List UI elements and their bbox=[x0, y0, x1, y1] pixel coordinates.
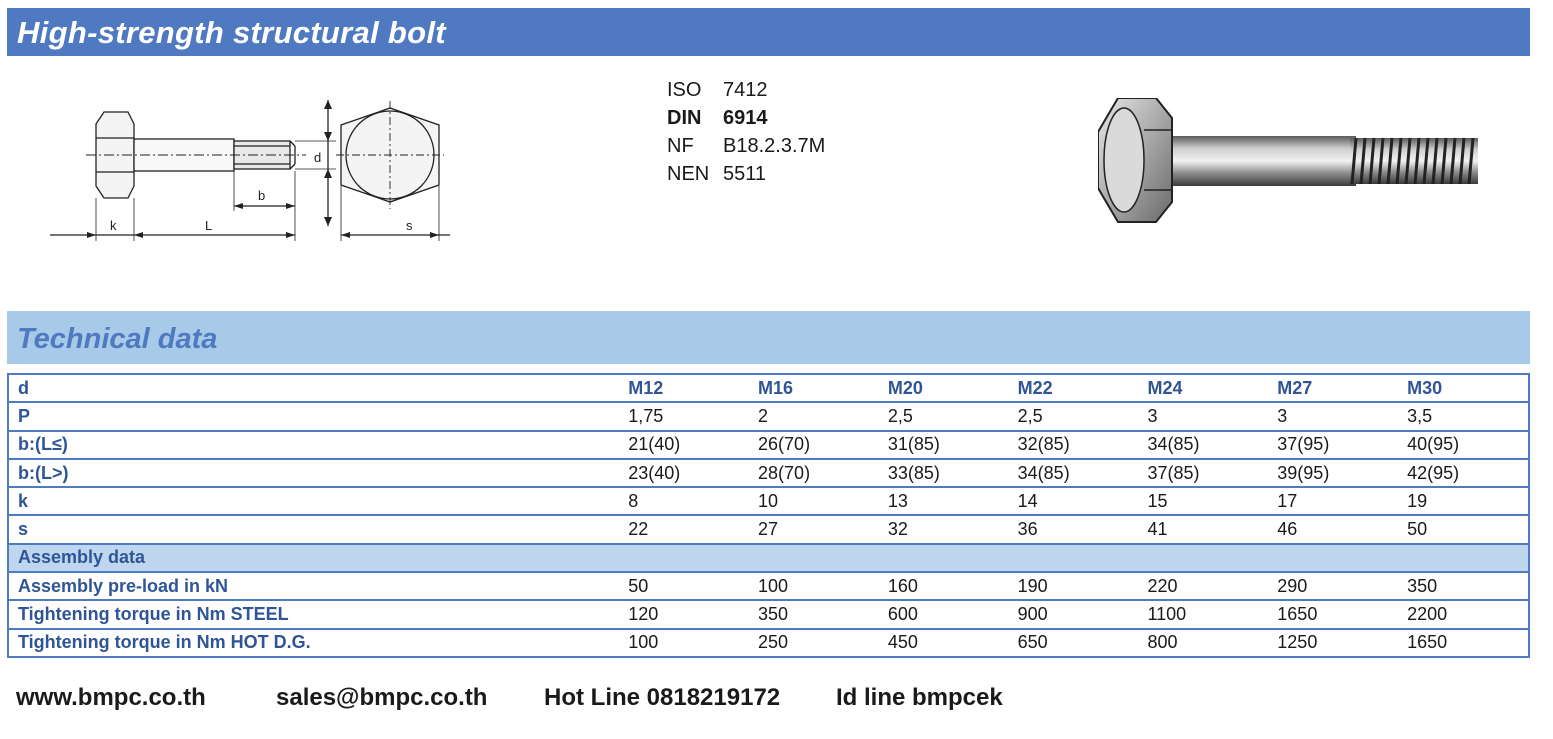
table-row bbox=[8, 515, 1529, 543]
table-cell: 3,5 bbox=[1398, 402, 1529, 430]
table-cell: 26(70) bbox=[749, 431, 879, 459]
table-cell: 100 bbox=[619, 629, 749, 657]
table-cell: 17 bbox=[1268, 487, 1398, 515]
standard-din bbox=[667, 104, 825, 132]
table-cell: 32 bbox=[879, 515, 1009, 543]
table-cell: 120 bbox=[619, 600, 749, 628]
standard-number: 6914 bbox=[723, 107, 768, 129]
bolt-product-image bbox=[1098, 98, 1488, 223]
table-cell: 450 bbox=[879, 629, 1009, 657]
line-id-text: Id line bmpcek bbox=[836, 684, 1003, 711]
table-row bbox=[8, 402, 1529, 430]
table-cell: 14 bbox=[1009, 487, 1139, 515]
row-label: Tightening torque in Nm HOT D.G. bbox=[8, 629, 619, 657]
bolt-technical-drawing bbox=[50, 96, 480, 246]
table-cell: 32(85) bbox=[1009, 431, 1139, 459]
technical-data-title: Technical data bbox=[17, 323, 218, 355]
row-label: b:(L>) bbox=[8, 459, 619, 487]
table-cell: 10 bbox=[749, 487, 879, 515]
dim-b-label: b bbox=[258, 188, 266, 203]
table-row bbox=[8, 629, 1529, 657]
table-cell: 2,5 bbox=[879, 402, 1009, 430]
table-cell: 1250 bbox=[1268, 629, 1398, 657]
table-cell: M22 bbox=[1009, 374, 1139, 402]
table-cell: 1650 bbox=[1268, 600, 1398, 628]
table-cell: 23(40) bbox=[619, 459, 749, 487]
table-cell: 160 bbox=[879, 572, 1009, 600]
table-cell: M24 bbox=[1138, 374, 1268, 402]
dim-s-label: s bbox=[406, 218, 413, 233]
table-cell: 36 bbox=[1009, 515, 1139, 543]
page-title: High-strength structural bolt bbox=[17, 15, 446, 50]
table-cell: 37(85) bbox=[1138, 459, 1268, 487]
table-cell: M16 bbox=[749, 374, 879, 402]
table-header-row bbox=[8, 374, 1529, 402]
technical-data-bar bbox=[7, 311, 1530, 364]
standard-number: B18.2.3.7M bbox=[723, 135, 826, 157]
table-cell: 40(95) bbox=[1398, 431, 1529, 459]
table-cell: 2 bbox=[749, 402, 879, 430]
table-cell: 33(85) bbox=[879, 459, 1009, 487]
standard-number: 7412 bbox=[723, 79, 768, 101]
table-cell: 350 bbox=[1398, 572, 1529, 600]
table-cell: 800 bbox=[1138, 629, 1268, 657]
table-cell: 34(85) bbox=[1009, 459, 1139, 487]
technical-data-table bbox=[7, 373, 1530, 658]
row-label: s bbox=[8, 515, 619, 543]
dim-k-label: k bbox=[110, 218, 117, 233]
dim-d-label: d bbox=[314, 150, 322, 165]
table-cell: 1,75 bbox=[619, 402, 749, 430]
table-cell: M30 bbox=[1398, 374, 1529, 402]
table-cell: 900 bbox=[1009, 600, 1139, 628]
row-label: P bbox=[8, 402, 619, 430]
table-row bbox=[8, 487, 1529, 515]
table-cell: 290 bbox=[1268, 572, 1398, 600]
table-cell: 37(95) bbox=[1268, 431, 1398, 459]
row-label: d bbox=[8, 374, 619, 402]
table-cell: 41 bbox=[1138, 515, 1268, 543]
standard-number: 5511 bbox=[723, 163, 767, 185]
table-row bbox=[8, 600, 1529, 628]
table-cell: 1100 bbox=[1138, 600, 1268, 628]
table-cell: 50 bbox=[619, 572, 749, 600]
standard-code: DIN bbox=[667, 107, 702, 129]
table-cell: 190 bbox=[1009, 572, 1139, 600]
table-cell: 600 bbox=[879, 600, 1009, 628]
table-cell: 21(40) bbox=[619, 431, 749, 459]
assembly-section-header bbox=[8, 544, 1529, 572]
table-cell: 650 bbox=[1009, 629, 1139, 657]
table-cell: 350 bbox=[749, 600, 879, 628]
standard-nen bbox=[667, 160, 825, 188]
table-cell: 15 bbox=[1138, 487, 1268, 515]
standard-nf bbox=[667, 132, 825, 160]
table-cell: M27 bbox=[1268, 374, 1398, 402]
table-cell: 1650 bbox=[1398, 629, 1529, 657]
table-cell: 3 bbox=[1138, 402, 1268, 430]
standards-list bbox=[667, 76, 825, 188]
title-bar bbox=[7, 8, 1530, 56]
table-cell: 42(95) bbox=[1398, 459, 1529, 487]
table-cell: 28(70) bbox=[749, 459, 879, 487]
hotline-text: Hot Line 0818219172 bbox=[544, 684, 781, 711]
table-cell: 100 bbox=[749, 572, 879, 600]
table-row bbox=[8, 431, 1529, 459]
row-label: b:(L≤) bbox=[8, 431, 619, 459]
table-cell: 2200 bbox=[1398, 600, 1529, 628]
email-link[interactable]: sales@bmpc.co.th bbox=[276, 684, 488, 711]
table-cell: 46 bbox=[1268, 515, 1398, 543]
table-row bbox=[8, 572, 1529, 600]
website-link[interactable]: www.bmpc.co.th bbox=[16, 684, 206, 711]
dim-l-label: L bbox=[205, 218, 213, 233]
table-cell: M12 bbox=[619, 374, 749, 402]
table-cell: 2,5 bbox=[1009, 402, 1139, 430]
table-cell: 22 bbox=[619, 515, 749, 543]
table-cell: 220 bbox=[1138, 572, 1268, 600]
table-cell: 39(95) bbox=[1268, 459, 1398, 487]
table-cell: 50 bbox=[1398, 515, 1529, 543]
row-label: k bbox=[8, 487, 619, 515]
table-cell: 8 bbox=[619, 487, 749, 515]
table-cell: 13 bbox=[879, 487, 1009, 515]
section-label: Assembly data bbox=[8, 544, 1529, 572]
standard-code: NF bbox=[667, 135, 694, 157]
table-cell: M20 bbox=[879, 374, 1009, 402]
table-cell: 34(85) bbox=[1138, 431, 1268, 459]
table-cell: 19 bbox=[1398, 487, 1529, 515]
table-cell: 3 bbox=[1268, 402, 1398, 430]
table-cell: 27 bbox=[749, 515, 879, 543]
row-label: Assembly pre-load in kN bbox=[8, 572, 619, 600]
table-cell: 31(85) bbox=[879, 431, 1009, 459]
table-row bbox=[8, 459, 1529, 487]
table-cell: 250 bbox=[749, 629, 879, 657]
row-label: Tightening torque in Nm STEEL bbox=[8, 600, 619, 628]
standard-code: ISO bbox=[667, 79, 702, 101]
standard-iso bbox=[667, 76, 825, 104]
standard-code: NEN bbox=[667, 163, 710, 185]
